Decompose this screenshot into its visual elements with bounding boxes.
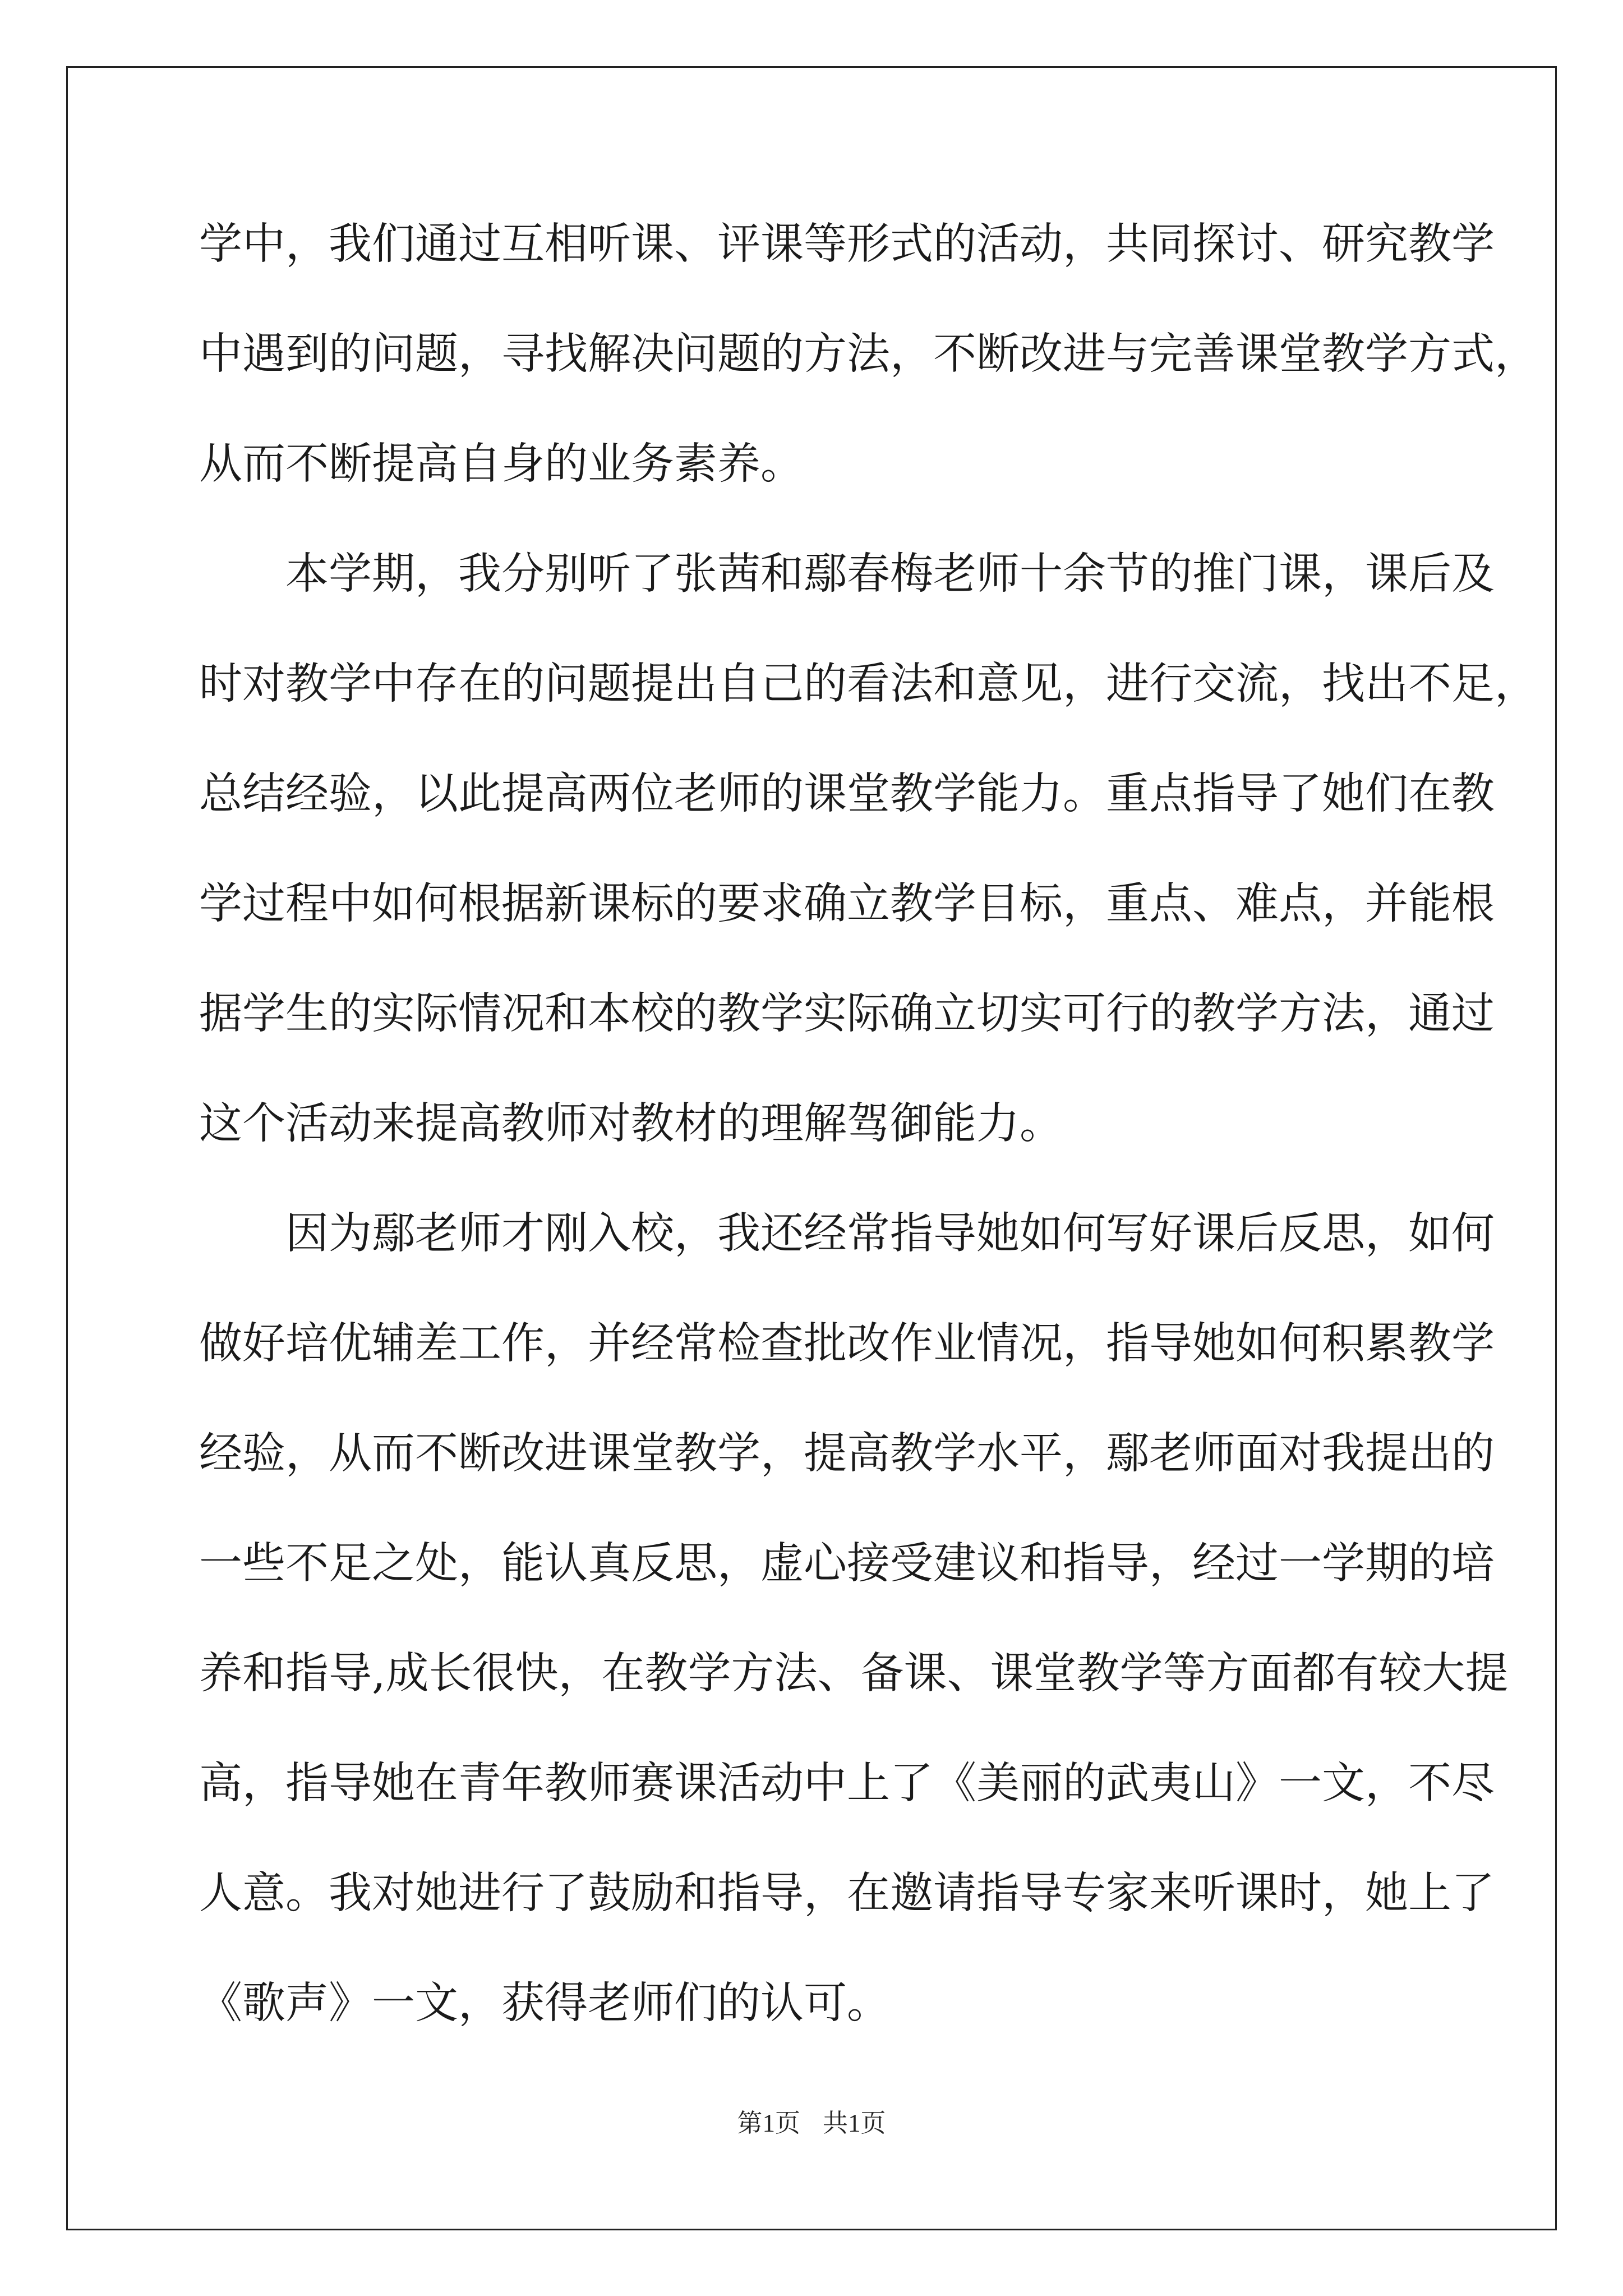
text-line: 从而不断提高自身的业务素养。 <box>199 439 804 489</box>
text-line: 因为鄢老师才刚入校，我还经常指导她如何写好课后反思，如何 <box>199 1209 1495 1259</box>
page-number: 第1页 <box>737 2109 800 2137</box>
text-line: 总结经验，以此提高两位老师的课堂教学能力。重点指导了她们在教 <box>199 769 1495 819</box>
text-line: 时对教学中存在的问题提出自己的看法和意见，进行交流，找出不足， <box>199 659 1538 709</box>
text-line: 养和指导,成长很快，在教学方法、备课、课堂教学等方面都有较大提 <box>199 1649 1509 1699</box>
text-line: 《歌声》一文，获得老师们的认可。 <box>199 1978 890 2028</box>
text-line: 经验，从而不断改进课堂教学，提高教学水平，鄢老师面对我提出的 <box>199 1429 1495 1479</box>
text-line: 这个活动来提高教师对教材的理解驾御能力。 <box>199 1099 1063 1149</box>
text-line: 中遇到的问题，寻找解决问题的方法，不断改进与完善课堂教学方式， <box>199 329 1538 379</box>
text-line: 高，指导她在青年教师赛课活动中上了《美丽的武夷山》一文，不尽 <box>199 1759 1495 1809</box>
text-line: 学中，我们通过互相听课、评课等形式的活动，共同探讨、研究教学 <box>199 219 1495 269</box>
text-line: 做好培优辅差工作，并经常检查批改作业情况，指导她如何积累教学 <box>199 1319 1495 1369</box>
text-line: 一些不足之处，能认真反思，虚心接受建议和指导，经过一学期的培 <box>199 1539 1495 1589</box>
page-footer <box>0 2106 1623 2140</box>
text-line: 据学生的实际情况和本校的教学实际确立切实可行的教学方法，通过 <box>199 989 1495 1039</box>
text-line: 本学期，我分别听了张茜和鄢春梅老师十余节的推门课，课后及 <box>199 549 1495 599</box>
page-total: 共1页 <box>823 2109 886 2137</box>
text-line: 人意。我对她进行了鼓励和指导，在邀请指导专家来听课时，她上了 <box>199 1869 1495 1918</box>
text-line: 学过程中如何根据新课标的要求确立教学目标，重点、难点，并能根 <box>199 879 1495 929</box>
